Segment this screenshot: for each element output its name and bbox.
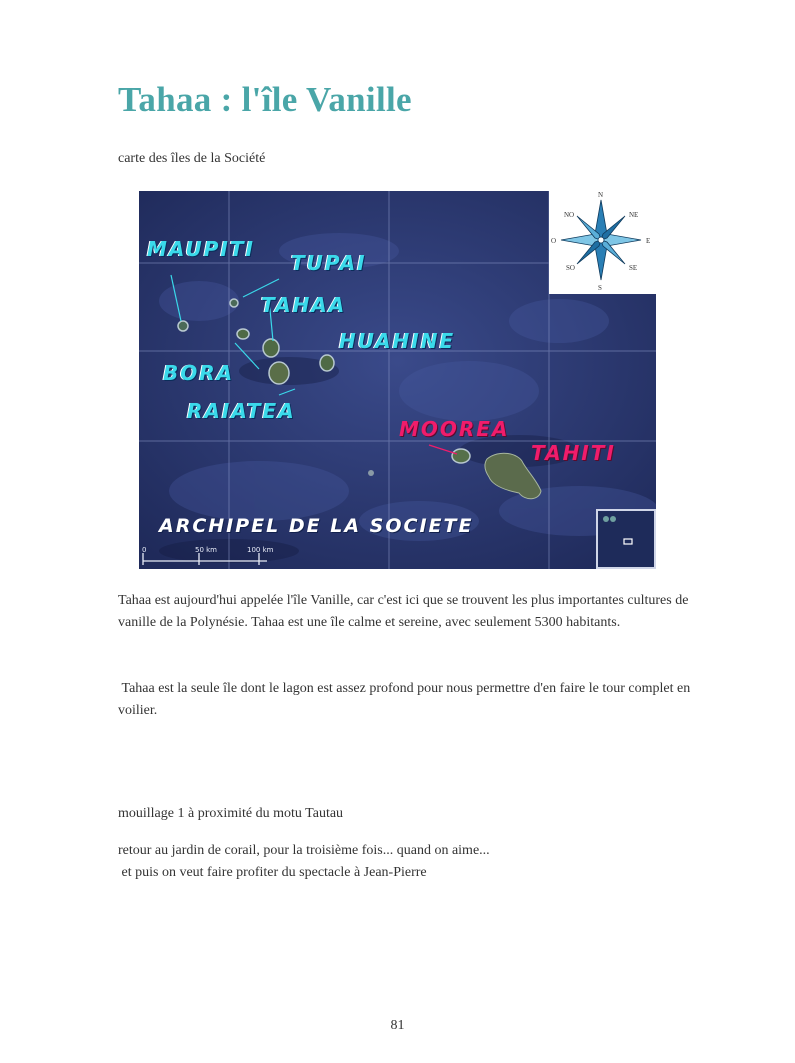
label-tahiti: TAHITI: [531, 441, 616, 465]
label-maupiti: MAUPITI: [147, 237, 255, 261]
compass-icon: [549, 191, 656, 294]
label-bora: BORA: [163, 361, 235, 385]
compass-n: N: [598, 191, 604, 199]
scale-hundred: 100 km: [247, 546, 274, 554]
society-islands-map: [139, 191, 656, 569]
compass-no: NO: [564, 211, 575, 219]
paragraph-jardin-corail: retour au jardin de corail, pour la troisième fois... quand on aime... et puis on veut faire profiter du spectacle à Jean-Pierre: [118, 843, 490, 880]
locator-inset: [596, 509, 656, 569]
label-tupai: TUPAI: [291, 251, 367, 275]
scale-fifty: 50 km: [195, 546, 218, 554]
label-raiatea: RAIATEA: [187, 399, 296, 423]
compass-o: O: [551, 237, 557, 245]
label-huahine: HUAHINE: [339, 329, 456, 353]
compass-ne: NE: [629, 211, 639, 219]
page-title: Tahaa : l'île Vanille: [118, 80, 412, 119]
paragraph-vanille: Tahaa est aujourd'hui appelée l'île Vanille, car c'est ici que se trouvent les plus importantes cultures de vanille de la Polynésie. Tahaa est une île calme et sereine, avec seulement 5300 habitants.: [118, 593, 692, 630]
label-tahaa: TAHAA: [261, 293, 347, 317]
page-number: 81: [390, 1018, 405, 1033]
compass-e: E: [646, 237, 651, 245]
compass-se: SE: [629, 264, 638, 272]
paragraph-lagon: Tahaa est la seule île dont le lagon est assez profond pour nous permettre d'en faire le tour complet en voilier.: [118, 681, 694, 718]
compass-s: S: [598, 284, 602, 292]
scale-zero: 0: [142, 546, 147, 554]
label-archipel: ARCHIPEL DE LA SOCIETE: [159, 515, 474, 537]
paragraph-mouillage: mouillage 1 à proximité du motu Tautau: [118, 806, 344, 821]
compass-rose: [549, 191, 656, 294]
compass-so: SO: [566, 264, 575, 272]
label-moorea: MOOREA: [399, 417, 510, 441]
map-caption: carte des îles de la Société: [118, 151, 266, 166]
